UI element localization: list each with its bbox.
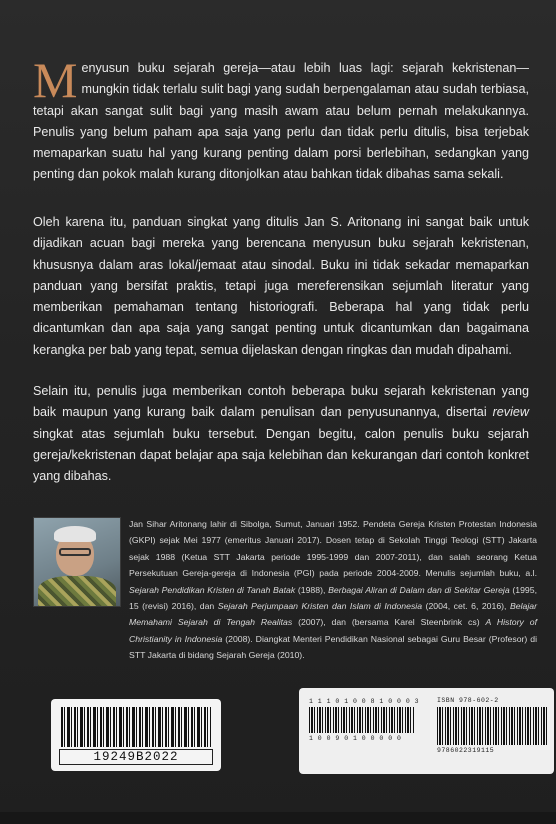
isbn-label: ISBN 978-602-2 [437, 697, 499, 704]
bio-text: (2008). Diangkat Menteri Pendidikan Nasional sebagai Guru Besar (Profesor) di STT Jakarta di bidang Sejarah Gereja (2010). [129, 633, 538, 661]
review-word: review [492, 405, 529, 420]
book-title: Belajar Memahami Sejarah di Tengah Realitas [129, 601, 537, 628]
blurb-paragraph-3-text-a: Selain itu, penulis juga memberikan contoh beberapa buku sejarah kekristenan yang baik maupun yang kurang baik dalam penulisan dan penyusunannya, disertai [33, 384, 529, 420]
author-photo [33, 517, 121, 607]
bio-text: Jan Sihar Aritonang lahir di Sibolga, Sumut, Januari 1952. Pendeta Gereja Kristen Protestan Indonesia (GKPI) sejak Mei 1977 (emeritus Januari 2017). Dosen tetap di Sekolah Tinggi Teologi (STT) Jakarta sejak 1988 (Ketua STT Jakarta periode 1995-1999 dan 2007-2011), dan salah seorang Ketua Persekutuan Gereja-gereja di Indonesia (PGI) pada periode 2004-2009. Menulis sejumlah buku, a.l. [129, 519, 537, 579]
sku-digits-bottom: 1 0 0 9 0 1 0 0 0 0 0 [309, 735, 402, 742]
book-title: Sejarah Perjumpaan Kristen dan Islam di Indonesia [217, 601, 423, 612]
book-title: Sejarah Pendidikan Kristen di Tanah Batak [129, 584, 296, 595]
blurb-paragraph-3-text-b: singkat atas sejumlah buku tersebut. Dengan begitu, calon penulis buku sejarah gereja/kekristenan dapat belajar apa saja kelebihan dan kekurangan dari contoh konkret yang dibahas. [33, 426, 529, 484]
isbn-barcode-sticker [299, 688, 554, 774]
store-barcode-sticker [51, 699, 221, 771]
blurb-paragraph-3 [33, 381, 529, 487]
sku-digits-top: 1 1 1 0 1 0 0 8 1 0 0 0 3 [309, 698, 420, 705]
store-barcode-bars [61, 707, 211, 747]
store-barcode-number: 19249B2022 [59, 749, 213, 765]
bio-text: (1995, 15 (revisi) 2016), dan [129, 584, 538, 612]
bio-text: (2004, cet. 6, 2016), [422, 601, 510, 612]
sku-barcode-bars [309, 707, 414, 733]
drop-cap: M [33, 52, 78, 108]
isbn-barcode-bars [437, 707, 547, 745]
blurb-paragraph-1-text: enyusun buku sejarah gereja—atau lebih luas lagi: sejarah kekristenan—mungkin tidak terlalu sulit bagi yang sudah berpengalaman atau sudah terbiasa, tetapi akan sangat sulit bagi yang masih awam atau belum pernah melakukannya. Penulis yang belum paham apa saja yang perlu dan tidak perlu ditulis, bisa terjebak memaparkan suatu hal yang kurang penting dalam porsi berlebihan, sedangkan yang penting dan pokok malah kurang ditonjolkan atau bahkan tidak dibahas sama sekali. [33, 61, 529, 182]
isbn-digits: 9786022319115 [437, 747, 495, 754]
book-title: A History of Christianity in Indonesia [129, 617, 537, 644]
bio-text: (2007), dan (bersama Karel Steenbrink cs) [292, 617, 486, 628]
book-title: Berbagai Aliran di Dalam dan di Sekitar Gereja [328, 584, 510, 595]
author-section [33, 516, 539, 666]
cover-bottom-edge [0, 812, 556, 824]
author-bio [129, 516, 537, 664]
bio-text: (1988), [295, 584, 329, 595]
blurb-paragraph-2: Oleh karena itu, panduan singkat yang ditulis Jan S. Aritonang ini sangat baik untuk dijadikan acuan bagi mereka yang berencana menyusun buku sejarah kekristenan, khususnya dalam aras lokal/jemaat atau sinodal. Buku ini tidak sekadar memaparkan panduan yang bersifat praktis, tetapi juga mereferensikan sejumlah literatur yang memberikan pemahaman tentang historiografi. Beberapa hal yang tidak perlu dicantumkan dan apa saja yang sangat penting untuk dicantumkan dan bagaimana kerangka per bab yang tepat, semua dijelaskan dengan ringkas dan mudah dipahami. [33, 215, 529, 357]
blurb-paragraph-1 [33, 52, 529, 186]
